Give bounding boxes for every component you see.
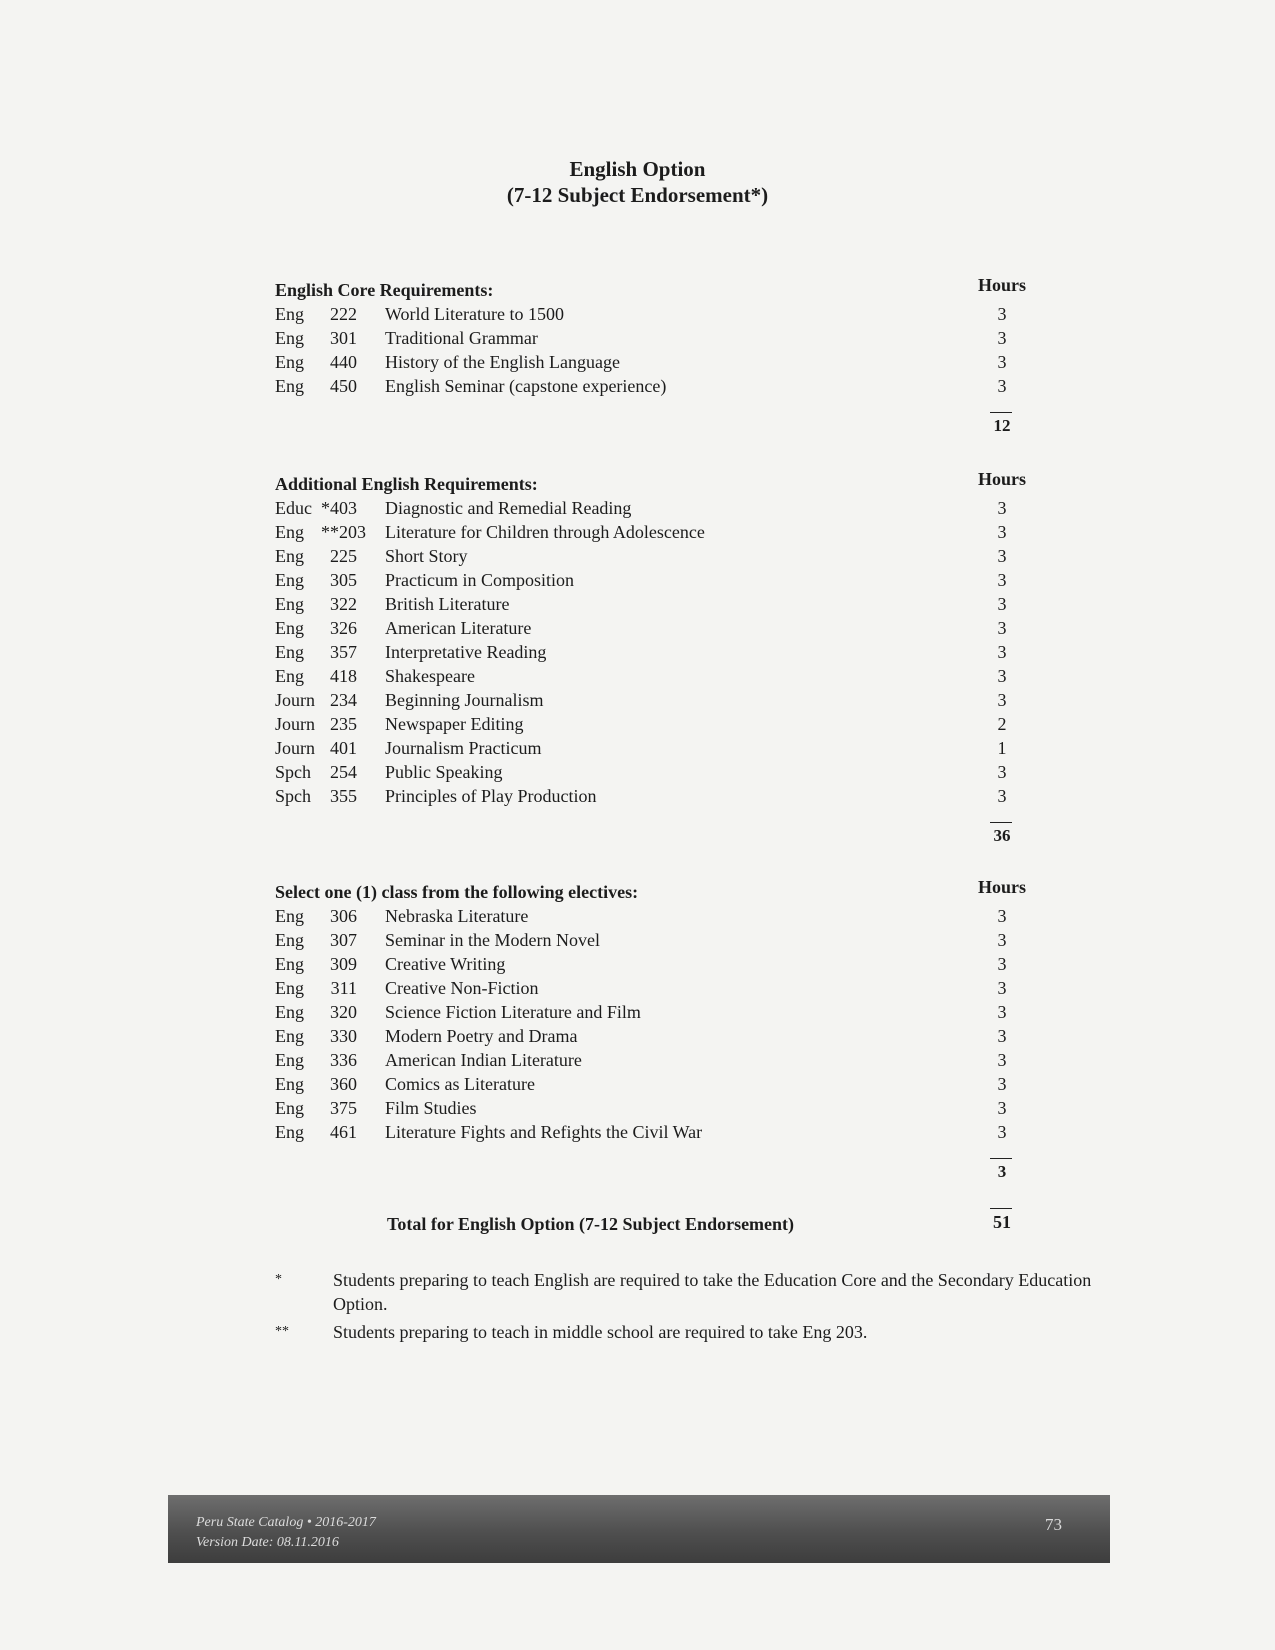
total-label: Total for English Option (7-12 Subject Endorsement) xyxy=(387,1214,795,1234)
course-row xyxy=(275,1024,1035,1048)
course-title: Literature for Children through Adolescence xyxy=(385,522,705,542)
course-row xyxy=(275,976,1035,1000)
course-dept: Eng xyxy=(275,1050,304,1070)
course-number: 401 xyxy=(330,738,357,758)
course-title: Modern Poetry and Drama xyxy=(385,1026,578,1046)
course-title: Diagnostic and Remedial Reading xyxy=(385,498,632,518)
course-number: 306 xyxy=(330,906,357,926)
footnote-text: Students preparing to teach English are required to take the Education Core and the Secondary Education Option. xyxy=(333,1270,1092,1314)
course-title: English Seminar (capstone experience) xyxy=(385,376,667,396)
footnote xyxy=(275,1268,1095,1316)
course-title: Traditional Grammar xyxy=(385,328,538,348)
course-hours: 3 xyxy=(997,642,1007,662)
course-hours: 3 xyxy=(997,690,1007,710)
course-number: 311 xyxy=(330,978,357,998)
course-title: British Literature xyxy=(385,594,510,614)
course-number: 309 xyxy=(330,954,357,974)
course-row xyxy=(275,688,1035,712)
subtotal-rule xyxy=(990,1158,1012,1159)
course-title: World Literature to 1500 xyxy=(385,304,564,324)
course-title: Nebraska Literature xyxy=(385,906,529,926)
course-hours: 2 xyxy=(997,714,1007,734)
course-number: 418 xyxy=(330,666,357,686)
subtotal-rule xyxy=(990,822,1012,823)
section-heading: Select one (1) class from the following electives: xyxy=(275,882,639,902)
course-list xyxy=(275,302,1035,398)
course-hours: 3 xyxy=(997,1026,1007,1046)
section-heading: English Core Requirements: xyxy=(275,280,494,300)
course-hours: 3 xyxy=(997,498,1007,518)
course-hours: 3 xyxy=(997,762,1007,782)
course-title: Interpretative Reading xyxy=(385,642,547,662)
course-hours: 3 xyxy=(997,930,1007,950)
course-hours: 3 xyxy=(997,666,1007,686)
course-number: 440 xyxy=(330,352,357,372)
course-hours: 3 xyxy=(997,906,1007,926)
course-row xyxy=(275,1096,1035,1120)
course-hours: 3 xyxy=(997,1050,1007,1070)
course-row xyxy=(275,496,1035,520)
course-number: 235 xyxy=(330,714,357,734)
course-row xyxy=(275,568,1035,592)
course-dept: Journ xyxy=(275,714,315,734)
course-number: 307 xyxy=(330,930,357,950)
course-dept: Eng xyxy=(275,304,304,324)
course-row xyxy=(275,952,1035,976)
course-title: Practicum in Composition xyxy=(385,570,574,590)
course-dept: Eng xyxy=(275,1026,304,1046)
course-row xyxy=(275,592,1035,616)
course-number: 225 xyxy=(330,546,357,566)
course-row xyxy=(275,350,1035,374)
course-dept: Educ xyxy=(275,498,312,518)
course-title: Film Studies xyxy=(385,1098,477,1118)
course-hours: 3 xyxy=(997,1098,1007,1118)
course-title: Beginning Journalism xyxy=(385,690,544,710)
course-dept: Eng xyxy=(275,930,304,950)
course-dept: Eng xyxy=(275,1074,304,1094)
section-heading: Additional English Requirements: xyxy=(275,474,538,494)
course-dept: Spch xyxy=(275,786,311,806)
course-hours: 3 xyxy=(997,1074,1007,1094)
page-subtitle: (7-12 Subject Endorsement*) xyxy=(506,183,769,207)
course-row xyxy=(275,374,1035,398)
page-number: 73 xyxy=(1045,1515,1062,1534)
course-title: History of the English Language xyxy=(385,352,620,372)
course-title: American Indian Literature xyxy=(385,1050,582,1070)
course-title: Newspaper Editing xyxy=(385,714,524,734)
course-title: Comics as Literature xyxy=(385,1074,535,1094)
course-row xyxy=(275,760,1035,784)
course-title: Creative Non-Fiction xyxy=(385,978,539,998)
course-hours: 3 xyxy=(997,304,1007,324)
course-dept: Journ xyxy=(275,738,315,758)
hours-column-header: Hours xyxy=(977,877,1026,897)
subtotal xyxy=(275,1158,1035,1188)
core-requirements-section xyxy=(275,275,1035,442)
course-hours: 3 xyxy=(997,954,1007,974)
subtotal-value: 12 xyxy=(993,416,1011,435)
course-number: 357 xyxy=(330,642,357,662)
total-row xyxy=(275,1208,1035,1238)
total-value: 51 xyxy=(993,1212,1011,1232)
course-dept: Eng xyxy=(275,1098,304,1118)
course-number: 320 xyxy=(330,1002,357,1022)
course-list xyxy=(275,496,1035,808)
course-hours: 3 xyxy=(997,352,1007,372)
course-dept: Eng xyxy=(275,376,304,396)
course-number: **203 xyxy=(321,522,366,542)
course-dept: Spch xyxy=(275,762,311,782)
course-dept: Eng xyxy=(275,546,304,566)
course-hours: 3 xyxy=(997,978,1007,998)
course-row xyxy=(275,544,1035,568)
course-title: Journalism Practicum xyxy=(385,738,542,758)
footnote-marker: * xyxy=(275,1272,282,1287)
course-number: 222 xyxy=(330,304,357,324)
course-title: Creative Writing xyxy=(385,954,506,974)
footnote xyxy=(275,1320,1095,1344)
section-header xyxy=(275,275,1035,302)
course-row xyxy=(275,712,1035,736)
hours-column-header: Hours xyxy=(977,275,1026,295)
version-date: Version Date: 08.11.2016 xyxy=(196,1535,339,1550)
course-dept: Eng xyxy=(275,328,304,348)
course-dept: Journ xyxy=(275,690,315,710)
course-hours: 3 xyxy=(997,522,1007,542)
course-dept: Eng xyxy=(275,666,304,686)
course-row xyxy=(275,1120,1035,1144)
course-title: Shakespeare xyxy=(385,666,475,686)
course-row xyxy=(275,736,1035,760)
course-number: 461 xyxy=(330,1122,357,1142)
course-number: 355 xyxy=(330,786,357,806)
course-list xyxy=(275,904,1035,1144)
course-title: American Literature xyxy=(385,618,532,638)
section-header xyxy=(275,469,1035,496)
course-number: 254 xyxy=(330,762,357,782)
course-hours: 3 xyxy=(997,618,1007,638)
course-hours: 3 xyxy=(997,328,1007,348)
course-dept: Eng xyxy=(275,642,304,662)
course-number: 330 xyxy=(330,1026,357,1046)
course-dept: Eng xyxy=(275,618,304,638)
course-dept: Eng xyxy=(275,906,304,926)
course-number: 234 xyxy=(330,690,357,710)
course-number: *403 xyxy=(321,498,357,518)
course-title: Principles of Play Production xyxy=(385,786,597,806)
page-title-main: English Option xyxy=(569,157,706,181)
subtotal-value: 3 xyxy=(997,1162,1007,1181)
course-number: 301 xyxy=(330,328,357,348)
course-title: Science Fiction Literature and Film xyxy=(385,1002,641,1022)
course-title: Public Speaking xyxy=(385,762,503,782)
course-number: 336 xyxy=(330,1050,357,1070)
course-number: 360 xyxy=(330,1074,357,1094)
footnotes xyxy=(275,1268,1095,1348)
course-number: 305 xyxy=(330,570,357,590)
course-row xyxy=(275,784,1035,808)
footnote-text: Students preparing to teach in middle school are required to take Eng 203. xyxy=(333,1322,868,1342)
course-dept: Eng xyxy=(275,1122,304,1142)
electives-section xyxy=(275,877,1035,1188)
course-dept: Eng xyxy=(275,954,304,974)
course-hours: 3 xyxy=(997,594,1007,614)
course-row xyxy=(275,326,1035,350)
catalog-name: Peru State Catalog • 2016-2017 xyxy=(196,1515,376,1530)
course-number: 322 xyxy=(330,594,357,614)
course-dept: Eng xyxy=(275,570,304,590)
course-title: Seminar in the Modern Novel xyxy=(385,930,600,950)
course-row xyxy=(275,520,1035,544)
subtotal xyxy=(275,822,1035,852)
section-header xyxy=(275,877,1035,904)
course-number: 450 xyxy=(330,376,357,396)
course-dept: Eng xyxy=(275,522,304,542)
course-hours: 1 xyxy=(997,738,1007,758)
course-row xyxy=(275,302,1035,326)
course-row xyxy=(275,664,1035,688)
course-hours: 3 xyxy=(997,570,1007,590)
course-row xyxy=(275,928,1035,952)
course-hours: 3 xyxy=(997,786,1007,806)
course-row xyxy=(275,616,1035,640)
course-row xyxy=(275,904,1035,928)
course-dept: Eng xyxy=(275,352,304,372)
hours-column-header: Hours xyxy=(977,469,1026,489)
subtotal-rule xyxy=(990,412,1012,413)
course-row xyxy=(275,640,1035,664)
course-row xyxy=(275,1072,1035,1096)
footnote-marker: ** xyxy=(275,1324,289,1339)
subtotal-value: 36 xyxy=(993,826,1011,845)
total-rule xyxy=(990,1208,1012,1209)
course-dept: Eng xyxy=(275,594,304,614)
course-dept: Eng xyxy=(275,1002,304,1022)
course-title: Short Story xyxy=(385,546,468,566)
course-hours: 3 xyxy=(997,376,1007,396)
page-title xyxy=(0,156,1275,208)
course-row xyxy=(275,1048,1035,1072)
course-hours: 3 xyxy=(997,546,1007,566)
course-hours: 3 xyxy=(997,1002,1007,1022)
course-dept: Eng xyxy=(275,978,304,998)
additional-requirements-section xyxy=(275,469,1035,852)
page-footer xyxy=(168,1495,1110,1563)
course-hours: 3 xyxy=(997,1122,1007,1142)
course-title: Literature Fights and Refights the Civil War xyxy=(385,1122,703,1142)
catalog-info xyxy=(196,1513,376,1553)
subtotal xyxy=(275,412,1035,442)
course-number: 375 xyxy=(330,1098,357,1118)
course-row xyxy=(275,1000,1035,1024)
course-number: 326 xyxy=(330,618,357,638)
